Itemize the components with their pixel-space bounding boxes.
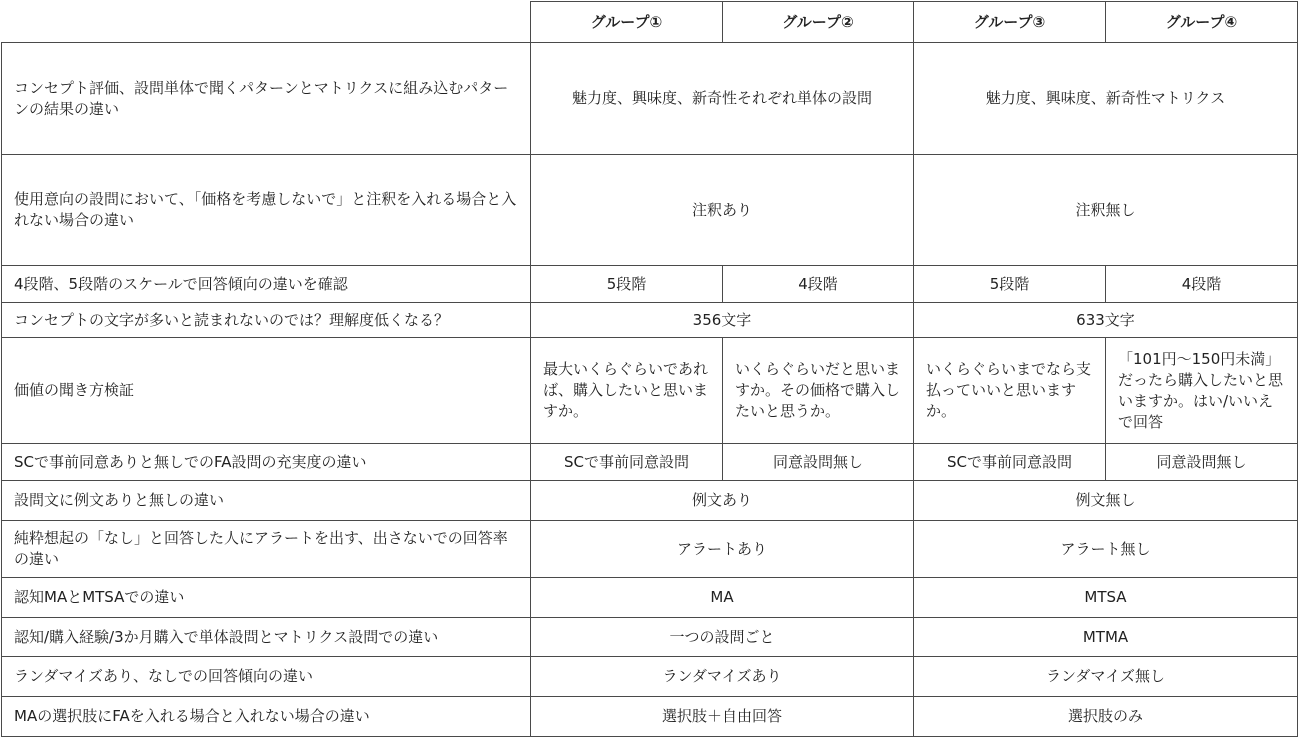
group-2-value: いくらぐらいだと思いますか。その価格で購入したいと思うか。 <box>723 338 914 444</box>
groups-1-2-value: 例文あり <box>531 481 914 521</box>
table-row <box>2 43 1298 155</box>
groups-1-2-value: ランダマイズあり <box>531 657 914 697</box>
groups-1-2-value: 356文字 <box>531 303 914 338</box>
header-group-1: グループ① <box>531 2 723 43</box>
table-row <box>2 303 1298 338</box>
row-label: 使用意向の設問において、「価格を考慮しないで」と注釈を入れる場合と入れない場合の違い <box>2 155 531 266</box>
group-2-value: 同意設問無し <box>723 444 914 481</box>
group-4-value: 同意設問無し <box>1106 444 1298 481</box>
row-label: コンセプト評価、設問単体で聞くパターンとマトリクスに組み込むパターンの結果の違い <box>2 43 531 155</box>
groups-1-2-value: アラートあり <box>531 521 914 578</box>
groups-1-2-value: 選択肢＋自由回答 <box>531 697 914 737</box>
groups-3-4-value: 選択肢のみ <box>914 697 1298 737</box>
table-row <box>2 697 1298 737</box>
table-row <box>2 521 1298 578</box>
group-4-value: 4段階 <box>1106 266 1298 303</box>
header-corner <box>2 2 531 43</box>
row-label: 純粋想起の「なし」と回答した人にアラートを出す、出さないでの回答率の違い <box>2 521 531 578</box>
header-row <box>2 2 1298 43</box>
table-row <box>2 578 1298 618</box>
group-1-value: 最大いくらぐらいであれば、購入したいと思いますか。 <box>531 338 723 444</box>
groups-3-4-value: 例文無し <box>914 481 1298 521</box>
groups-3-4-value: 魅力度、興味度、新奇性マトリクス <box>914 43 1298 155</box>
groups-1-2-value: MA <box>531 578 914 618</box>
survey-test-matrix <box>1 1 1298 737</box>
groups-1-2-value: 注釈あり <box>531 155 914 266</box>
groups-3-4-value: 注釈無し <box>914 155 1298 266</box>
row-label: SCで事前同意ありと無しでのFA設問の充実度の違い <box>2 444 531 481</box>
row-label: ランダマイズあり、なしでの回答傾向の違い <box>2 657 531 697</box>
groups-3-4-value: アラート無し <box>914 521 1298 578</box>
table-row <box>2 155 1298 266</box>
row-label: 設問文に例文ありと無しの違い <box>2 481 531 521</box>
groups-3-4-value: 633文字 <box>914 303 1298 338</box>
row-label: 価値の聞き方検証 <box>2 338 531 444</box>
row-label: 認知MAとMTSAでの違い <box>2 578 531 618</box>
row-label: コンセプトの文字が多いと読まれないのでは？理解度低くなる？ <box>2 303 531 338</box>
row-label: 4段階、5段階のスケールで回答傾向の違いを確認 <box>2 266 531 303</box>
header-group-2: グループ② <box>723 2 914 43</box>
groups-3-4-value: ランダマイズ無し <box>914 657 1298 697</box>
row-label: 認知/購入経験/3か月購入で単体設問とマトリクス設問での違い <box>2 618 531 657</box>
groups-3-4-value: MTMA <box>914 618 1298 657</box>
header-group-3: グループ③ <box>914 2 1106 43</box>
table-row <box>2 338 1298 444</box>
groups-1-2-value: 一つの設問ごと <box>531 618 914 657</box>
header-group-4: グループ④ <box>1106 2 1298 43</box>
group-1-value: SCで事前同意設問 <box>531 444 723 481</box>
group-2-value: 4段階 <box>723 266 914 303</box>
group-3-value: SCで事前同意設問 <box>914 444 1106 481</box>
groups-3-4-value: MTSA <box>914 578 1298 618</box>
table-row <box>2 444 1298 481</box>
group-3-value: 5段階 <box>914 266 1106 303</box>
group-3-value: いくらぐらいまでなら支払っていいと思いますか。 <box>914 338 1106 444</box>
group-4-value: 「101円～150円未満」だったら購入したいと思いますか。はい/いいえで回答 <box>1106 338 1298 444</box>
table-row <box>2 657 1298 697</box>
table-row <box>2 618 1298 657</box>
groups-1-2-value: 魅力度、興味度、新奇性それぞれ単体の設問 <box>531 43 914 155</box>
row-label: MAの選択肢にFAを入れる場合と入れない場合の違い <box>2 697 531 737</box>
group-1-value: 5段階 <box>531 266 723 303</box>
table-row <box>2 481 1298 521</box>
table-row <box>2 266 1298 303</box>
